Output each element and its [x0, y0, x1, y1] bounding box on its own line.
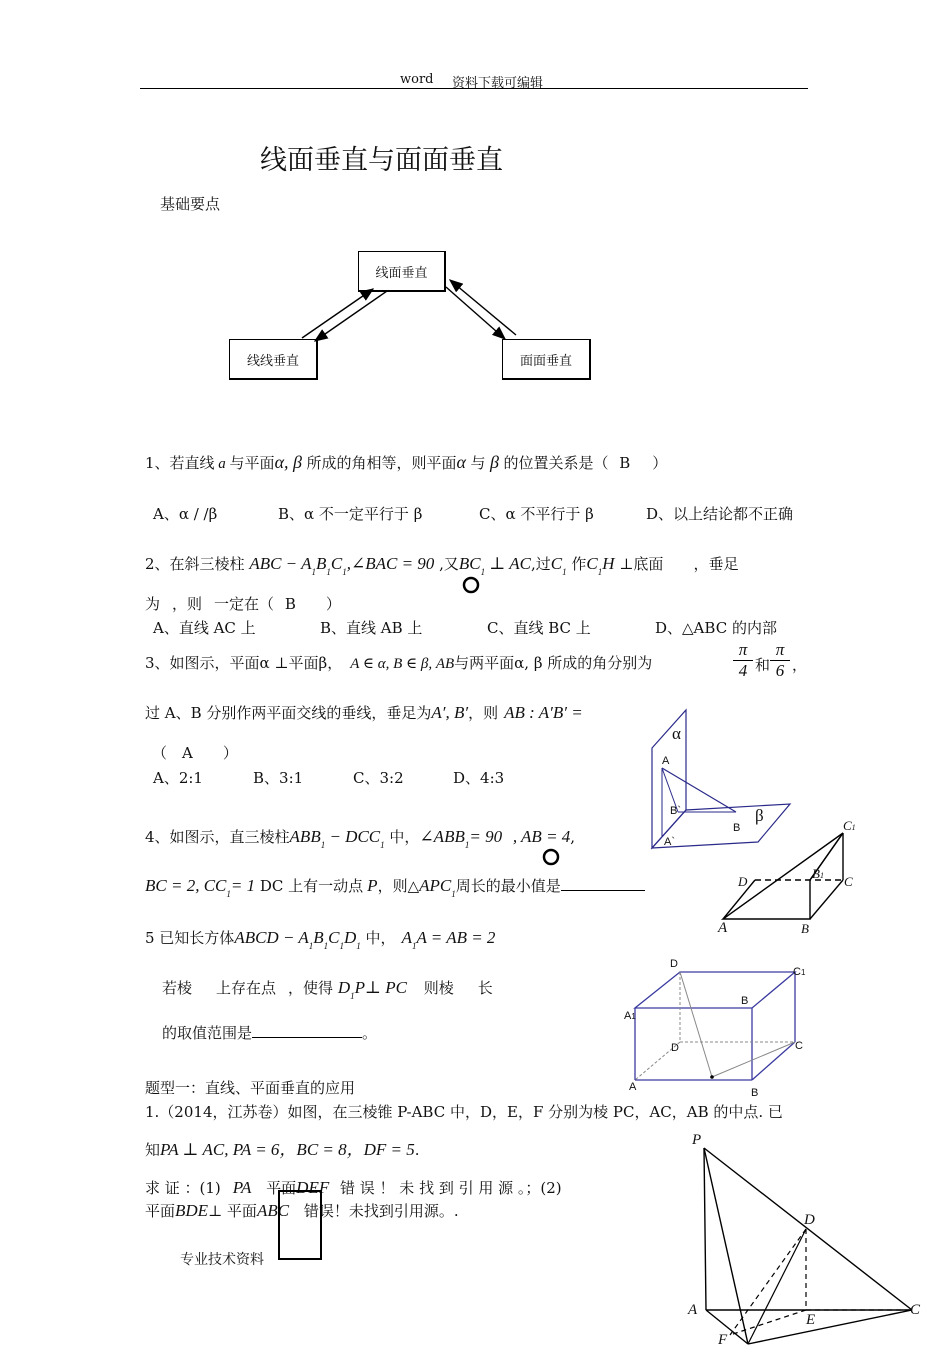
page-title: 线面垂直与面面垂直	[260, 145, 503, 176]
q5-line3: 的取值范围是 。	[162, 1024, 378, 1042]
fig3-label-b: B	[733, 822, 741, 834]
diagram-arrows	[0, 0, 950, 420]
fig3-alpha: α	[672, 724, 681, 743]
q3-frac2: π 6	[770, 640, 790, 681]
q4-line2: BC = 2, $CC_1= 1$ DC 上有一动点 P，则$\triangle APC_1$周长的最小值是	[145, 875, 645, 896]
fig4-label-b: B	[801, 921, 809, 936]
fig5-label-c: C	[795, 1040, 803, 1052]
q1-option-a: A、α / /β	[153, 505, 218, 523]
q3-and: 和	[755, 656, 771, 674]
q1-option-b: B、α 不一定平行于 β	[278, 505, 423, 523]
fig5-label-a1: A1	[624, 1010, 636, 1022]
q3-line2: 过 A、B 分别作两平面交线的垂线，垂足为A′, B′，则 AB : A′B′ =	[145, 703, 583, 722]
fig4-label-c: C	[844, 874, 853, 889]
q4-stem: 4、如图示，直三棱柱$ABB_1 - DCC_1$ 中，$\angle ABB_1= 90$ , AB = 4,	[145, 827, 576, 850]
empty-box-mark	[278, 1190, 322, 1260]
q3-comma: ，	[792, 656, 808, 674]
q2-option-d: D、△ABC 的内部	[655, 619, 777, 637]
q2-stem: 2、在斜三棱柱 ABC − $A_1B_1C_1,\angle BAC = 90$ ,又$BC_1$ ⊥ AC,过$C_1$ 作$C_1H$ ⊥底面 ，垂足	[145, 554, 739, 577]
fig4-label-d: D	[738, 874, 748, 889]
q5-figure	[620, 960, 810, 1100]
q3-option-d: D、4:3	[453, 769, 505, 787]
q4-circle-mark	[542, 848, 562, 868]
type1-heading: 题型一：直线、平面垂直的应用	[145, 1079, 356, 1097]
header-left: word	[400, 72, 434, 87]
p1-line4: 平面BDE⊥ 平面ABC 错误！未找到引用源。.	[145, 1201, 459, 1220]
fig6-label-a: A	[688, 1302, 698, 1318]
fig4-label-a: A	[718, 920, 728, 936]
fig3-label-a: A	[662, 755, 670, 767]
q2-option-c: C、直线 BC 上	[487, 619, 591, 637]
footer: 专业技术资料	[180, 1252, 264, 1268]
q2-option-b: B、直线 AB 上	[320, 619, 423, 637]
fig3-beta: β	[755, 806, 764, 825]
q3-frac1: π 4	[733, 640, 753, 681]
p1-line3: 求 证 ：(1) PA 平面DEF 错 误 ！ 未 找 到 引 用 源 。；(2)	[145, 1178, 562, 1197]
fig4-label-b1: B1	[812, 866, 824, 881]
fig5-label-a: A	[629, 1081, 637, 1093]
q1-option-c: C、α 不平行于 β	[479, 505, 594, 523]
q3-option-c: C、3:2	[353, 769, 404, 787]
fig5-label-b: B	[751, 1087, 759, 1099]
fig3-label-a2: A`	[664, 836, 675, 848]
q2-option-a: A、直线 AC 上	[153, 619, 256, 637]
q1-stem: 1、若直线 a 与平面α, β 所成的角相等，则平面α 与 β 的位置关系是（ B ）	[145, 452, 668, 472]
diagram-box-top: 线面垂直	[358, 251, 446, 292]
q3-answer: （ A ）	[152, 744, 238, 762]
fig6-label-c: C	[910, 1302, 921, 1318]
fig5-label-c1: C1	[793, 966, 806, 978]
fig6-label-f: F	[718, 1332, 728, 1348]
diagram-box-left: 线线垂直	[229, 339, 318, 380]
fig6-label-e: E	[806, 1312, 816, 1328]
p1-line1: 1.（2014，江苏卷）如图，在三棱锥 P-ABC 中，D，E，F 分别为棱 PC，AC，AB 的中点. 已	[145, 1103, 783, 1121]
fig6-label-p: P	[692, 1132, 702, 1148]
q3-stem: 3、如图示，平面α ⊥平面β， A ∈ α, B ∈ β, AB与两平面α, β 所成的角分别为	[145, 654, 653, 672]
fig3-label-b2: B`	[670, 805, 681, 817]
fig6-label-d: D	[804, 1212, 815, 1228]
diagram-box-right: 面面垂直	[502, 339, 591, 380]
fig5-label-d1: D	[670, 958, 678, 970]
fig5-label-b1: B	[741, 995, 749, 1007]
q1-option-d: D、以上结论都不正确	[646, 505, 794, 523]
q2-line2: 为 ，则 一定在（ B ）	[145, 595, 341, 613]
section-basics: 基础要点	[160, 195, 221, 213]
q5-line2: 若棱 上存在点 ，使得 $D_1P\perp$ PC 则棱 长	[162, 978, 493, 1001]
q3-option-b: B、3:1	[253, 769, 304, 787]
q3-option-a: A、2:1	[153, 769, 203, 787]
q5-stem: 5 已知长方体ABCD − $A_1B_1C_1D_1$ 中， $A_1A$ = AB = 2	[145, 928, 496, 951]
q2-circle-mark	[462, 576, 482, 596]
header-right: 资料下载可编辑	[452, 76, 544, 91]
p1-line2: 知PA ⊥ AC, PA = 6，BC = 8，DF = 5.	[145, 1140, 420, 1159]
fig5-label-d: D	[671, 1042, 679, 1054]
fig4-label-c1: C1	[843, 818, 856, 833]
